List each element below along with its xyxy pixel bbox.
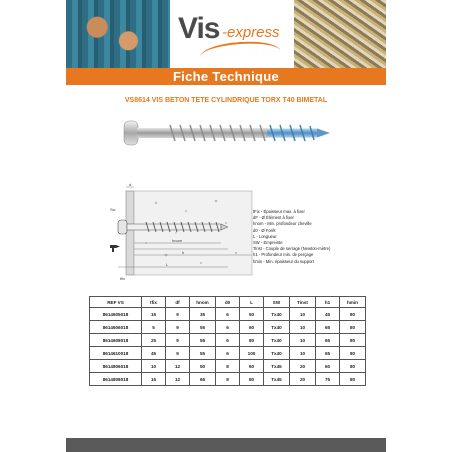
table-cell: 25 <box>142 334 166 347</box>
table-cell: 8614606018 <box>90 321 142 334</box>
table-row <box>90 347 366 360</box>
brand-name-main: Vis <box>178 12 220 45</box>
col-header: hmin <box>340 297 366 308</box>
table-cell: 8614808018 <box>90 373 142 386</box>
specs-table <box>89 296 366 386</box>
table-cell: 45 <box>142 347 166 360</box>
table-cell: 80 <box>340 308 366 321</box>
table-cell: 6 <box>216 321 240 334</box>
table-cell: 8 <box>216 373 240 386</box>
table-cell: 75 <box>316 373 340 386</box>
page-title: Fiche Technique <box>66 68 386 85</box>
table-cell: 12 <box>166 373 190 386</box>
table-cell: 8614806018 <box>90 360 142 373</box>
label-l: L <box>166 262 169 267</box>
table-cell: 80 <box>340 360 366 373</box>
screws-photo <box>294 0 386 68</box>
table-cell: 35 <box>190 308 216 321</box>
fixture-plate <box>126 191 134 275</box>
table-cell: 60 <box>316 360 340 373</box>
label-d: d <box>129 183 132 187</box>
table-cell: 55 <box>190 321 216 334</box>
table-cell: 60 <box>240 360 264 373</box>
table-row <box>90 308 366 321</box>
screw-image <box>122 118 334 148</box>
table-cell: 5 <box>142 321 166 334</box>
table-row <box>90 360 366 373</box>
table-cell: 60 <box>240 321 264 334</box>
legend-item: hnom - Min. profondeur cheville <box>253 221 312 227</box>
table-cell: 55 <box>190 334 216 347</box>
table-cell: 9 <box>166 321 190 334</box>
label-h: h <box>182 250 185 255</box>
diagram-screw-shank <box>127 224 221 230</box>
specs-table-wrapper <box>89 296 365 386</box>
screw-head <box>124 121 138 145</box>
legend-item: tFix - Épaisseur max. à fixer <box>253 209 305 214</box>
table-cell: 9 <box>166 347 190 360</box>
diagram-screw-head <box>118 220 127 234</box>
table-cell: 12 <box>166 360 190 373</box>
table-cell: 15 <box>142 373 166 386</box>
brand-name-accent: -express <box>222 24 280 41</box>
col-header: hnom <box>190 297 216 308</box>
label-hnom: hnom <box>172 238 183 243</box>
col-header: Tinst <box>290 297 316 308</box>
legend-item: hmin - Min. épaisseur du support <box>253 258 314 264</box>
table-cell: 65 <box>316 347 340 360</box>
table-cell: 20 <box>290 373 316 386</box>
table-cell: 80 <box>240 373 264 386</box>
col-header: d0 <box>216 297 240 308</box>
col-header: df <box>166 297 190 308</box>
table-cell: 50 <box>240 308 264 321</box>
table-cell: Tx40 <box>264 334 290 347</box>
table-cell: 65 <box>316 334 340 347</box>
table-cell: 55 <box>190 347 216 360</box>
brand-logo <box>178 12 294 52</box>
label-sw: Sw <box>110 207 116 212</box>
drill-icon <box>110 245 120 252</box>
table-cell: 80 <box>340 334 366 347</box>
product-title: VS8614 VIS BETON TETE CYLINDRIQUE TORX T40 BIMETAL <box>124 97 328 104</box>
table-cell: 15 <box>142 308 166 321</box>
table-cell: Tx45 <box>264 373 290 386</box>
table-row <box>90 373 366 386</box>
table-cell: 80 <box>340 373 366 386</box>
technical-sheet <box>66 0 386 452</box>
table-cell: 9 <box>166 334 190 347</box>
legend-item: h1 - Profondeur min. de perçage <box>253 252 314 258</box>
header-banner <box>66 0 386 68</box>
table-cell: 80 <box>340 347 366 360</box>
table-cell: Tx40 <box>264 308 290 321</box>
col-header: L <box>240 297 264 308</box>
col-header: h1 <box>316 297 340 308</box>
legend-item: dF - Ø Élément à fixer <box>253 215 294 221</box>
col-header: tfix <box>142 297 166 308</box>
table-cell: 80 <box>340 321 366 334</box>
table-cell: 6 <box>216 308 240 321</box>
table-cell: 10 <box>290 308 316 321</box>
table-cell: 9 <box>166 308 190 321</box>
label-tfix: tfix <box>120 276 126 281</box>
table-cell: Tx40 <box>264 321 290 334</box>
legend-item: SW - Empreinte <box>253 240 283 246</box>
table-cell: 6 <box>216 334 240 347</box>
table-cell: 45 <box>316 308 340 321</box>
table-cell: 10 <box>290 321 316 334</box>
table-cell: 10 <box>142 360 166 373</box>
footer-bar <box>66 438 386 452</box>
table-cell: 10 <box>290 334 316 347</box>
col-header: SW <box>264 297 290 308</box>
table-cell: 6 <box>216 347 240 360</box>
table-cell: 8614605018 <box>90 308 142 321</box>
table-header-row <box>90 297 366 308</box>
table-cell: Tx40 <box>264 347 290 360</box>
table-cell: Tx45 <box>264 360 290 373</box>
legend-item: d0 - Ø Forêt <box>253 227 276 233</box>
table-cell: 8614610018 <box>90 347 142 360</box>
table-cell: 8 <box>216 360 240 373</box>
concrete-base <box>134 191 252 275</box>
table-cell: 100 <box>240 347 264 360</box>
table-row <box>90 334 366 347</box>
workshop-photo <box>66 0 170 68</box>
legend-item: L - Longueur <box>253 233 277 239</box>
table-cell: 10 <box>290 347 316 360</box>
legend <box>253 209 383 265</box>
table-cell: 65 <box>316 321 340 334</box>
table-cell: 8614608018 <box>90 334 142 347</box>
table-cell: 50 <box>190 360 216 373</box>
screw-point <box>317 129 330 138</box>
col-header: REF VS <box>90 297 142 308</box>
table-cell: 80 <box>240 334 264 347</box>
table-cell: 65 <box>190 373 216 386</box>
legend-item: Tinst - Couple de serrage (Newton-mètre) <box>253 246 331 252</box>
table-cell: 20 <box>290 360 316 373</box>
table-row <box>90 321 366 334</box>
